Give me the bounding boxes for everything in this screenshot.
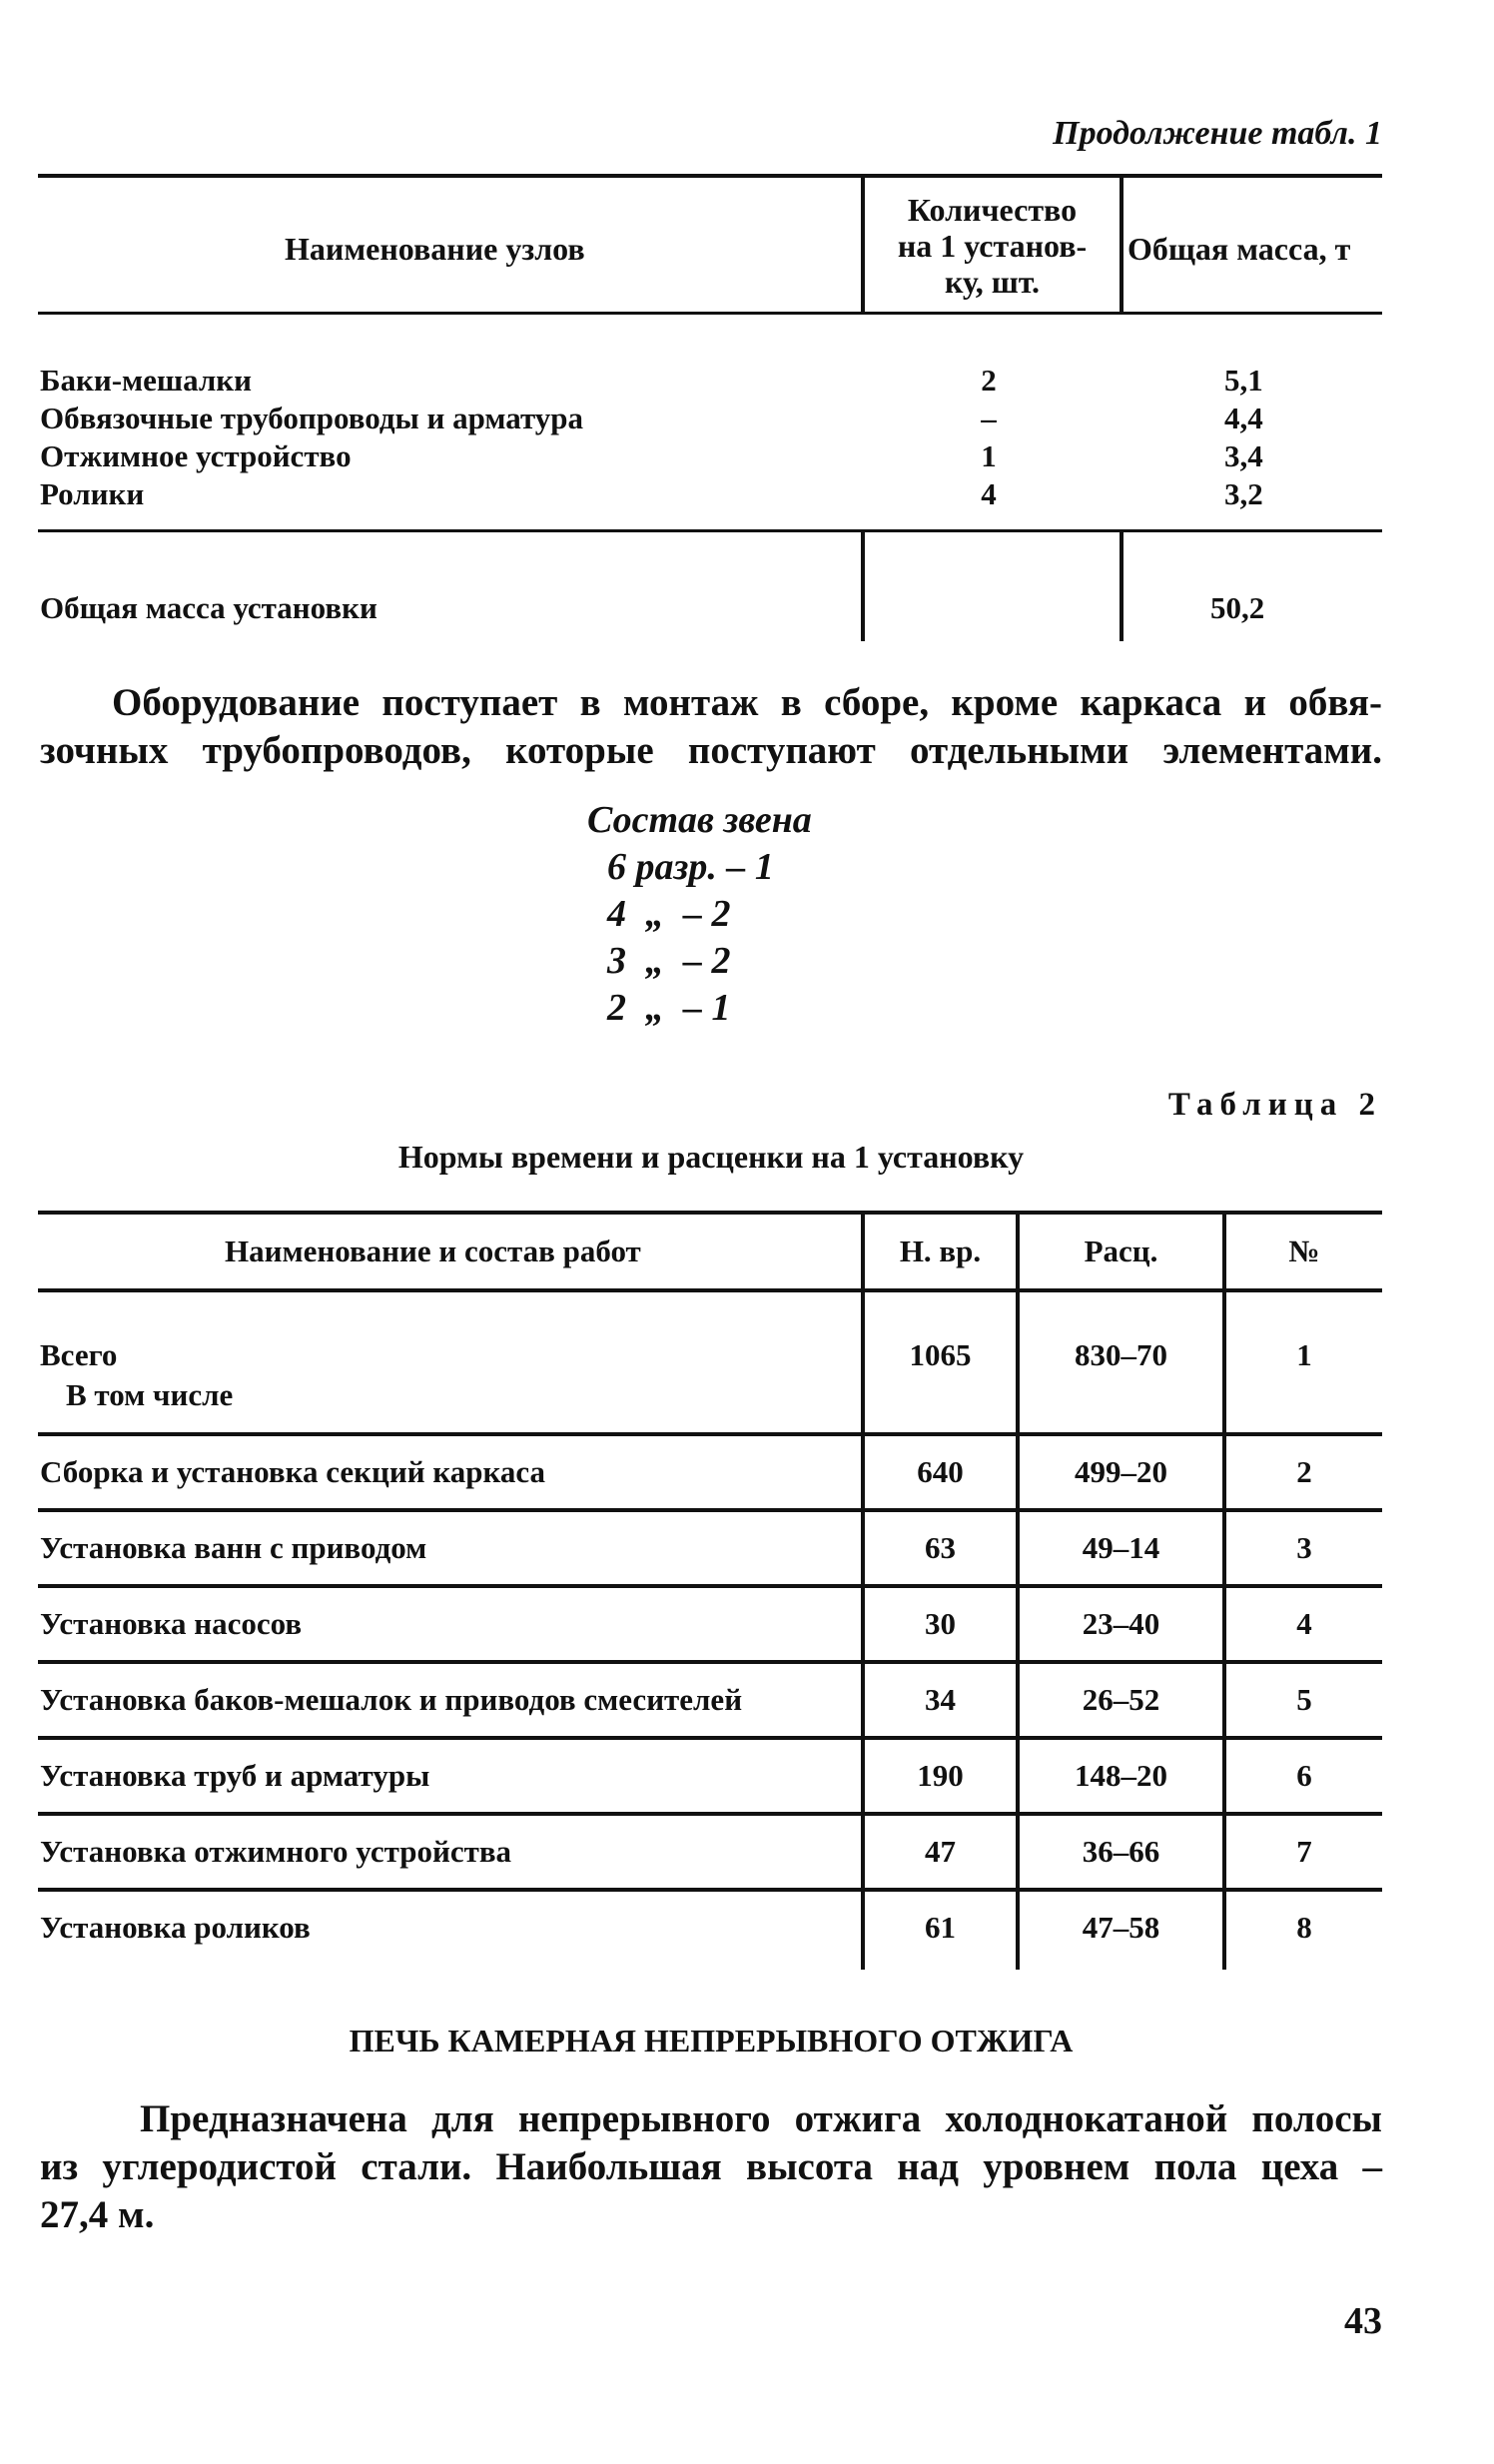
- table2-cell-rate: 148–20: [1075, 1758, 1167, 1793]
- table1-cell-qty: 1: [981, 438, 997, 473]
- table2-cell-num: 2: [1296, 1454, 1312, 1489]
- table2-cell-rate: 36–66: [1082, 1834, 1160, 1869]
- table2-header-num: №: [1288, 1233, 1320, 1268]
- page-number: 43: [1344, 2300, 1382, 2342]
- table1-header-mass: Общая масса, т: [1127, 231, 1351, 267]
- table2-cell-rate: 49–14: [1082, 1530, 1160, 1565]
- crew-line: 4 „ – 2: [607, 893, 731, 935]
- table2-cell-name: Установка баков-мешалок и приводов смесителей: [40, 1682, 743, 1717]
- paragraph-2-line: 27,4 м.: [40, 2193, 155, 2236]
- table2-cell-num: 5: [1296, 1682, 1312, 1717]
- table1-cell-qty: –: [981, 401, 997, 435]
- table2-cell-num: 3: [1296, 1530, 1312, 1565]
- table1-header-qty: [865, 192, 1120, 300]
- table1-mass-column: [1224, 362, 1324, 513]
- table2-cell-time: 1065: [909, 1337, 972, 1372]
- table1-cell-name: Отжимное устройство: [40, 438, 352, 473]
- table1-total-name: Общая масса установки: [40, 590, 377, 625]
- table1-header-qty-line: на 1 установ-: [897, 228, 1088, 264]
- table2-cell-rate: 26–52: [1082, 1682, 1160, 1717]
- crew-line: 3 „ – 2: [607, 940, 731, 982]
- table2-cell-num: 8: [1296, 1910, 1312, 1945]
- table2-cell-name: Установка труб и арматуры: [40, 1758, 430, 1793]
- table2-cell-rate: 499–20: [1075, 1454, 1167, 1489]
- crew-composition: [587, 797, 812, 1032]
- table2-cell-name: Установка насосов: [40, 1606, 303, 1641]
- table1-cell-name: Баки-мешалки: [40, 363, 252, 398]
- paragraph-1-line: зочных трубопроводов, которые поступают отдельными элементами.: [40, 729, 1382, 772]
- table2-cell-name: Установка ванн с приводом: [40, 1530, 427, 1565]
- table1-cell-mass: 5,1: [1224, 363, 1263, 398]
- paragraph-1: [40, 679, 1382, 775]
- table1-header-name: Наименование узлов: [285, 231, 585, 267]
- table2-cell-name: Установка отжимного устройства: [40, 1834, 512, 1869]
- table2-cell-time: 61: [925, 1910, 956, 1945]
- table2-label: Таблица 2: [1167, 1087, 1382, 1123]
- table2-cell-name: Всего: [40, 1337, 118, 1372]
- continuation-label: Продолжение табл. 1: [1053, 115, 1382, 152]
- table1-qty-column: [939, 362, 1039, 513]
- table1-header-qty-line: Количество: [907, 192, 1078, 228]
- table1-total-mass: 50,2: [1210, 590, 1265, 625]
- table2-cell-num: 1: [1296, 1337, 1312, 1372]
- crew-title: Состав звена: [587, 799, 812, 841]
- table2-cell-name: Установка роликов: [40, 1910, 311, 1945]
- section-heading: ПЕЧЬ КАМЕРНАЯ НЕПРЕРЫВНОГО ОТЖИГА: [349, 2023, 1074, 2058]
- table1-cell-name: Ролики: [40, 476, 145, 511]
- table2-cell-time: 34: [925, 1682, 956, 1717]
- table1-cell-mass: 3,4: [1224, 438, 1263, 473]
- table2-header-time: Н. вр.: [899, 1233, 982, 1268]
- paragraph-1-line: Оборудование поступает в монтаж в сборе, кроме каркаса и обвя-: [112, 681, 1382, 724]
- paragraph-2: [40, 2095, 1382, 2239]
- crew-line: 6 разр. – 1: [607, 846, 774, 888]
- table2-cell-time: 63: [925, 1530, 956, 1565]
- table2-cell-rate: 23–40: [1082, 1606, 1160, 1641]
- table2-cell-time: 190: [917, 1758, 964, 1793]
- table2-cell-num: 7: [1296, 1834, 1312, 1869]
- table2-cell-time: 640: [917, 1454, 964, 1489]
- table2-cell-sub: В том числе: [66, 1377, 234, 1412]
- table1-cell-name: Обвязочные трубопроводы и арматура: [40, 401, 584, 435]
- table1-cell-mass: 4,4: [1224, 401, 1263, 435]
- table2-cell-num: 6: [1296, 1758, 1312, 1793]
- table2-header-rate: Расц.: [1084, 1233, 1158, 1268]
- paragraph-2-line: из углеродистой стали. Наибольшая высота над уровнем пола цеха –: [40, 2145, 1382, 2188]
- table2-cell-time: 30: [925, 1606, 956, 1641]
- table2-header-name: Наименование и состав работ: [225, 1233, 641, 1268]
- crew-line: 2 „ – 1: [607, 987, 731, 1029]
- table2-cell-rate: 47–58: [1082, 1910, 1160, 1945]
- table2-cell-name: Сборка и установка секций каркаса: [40, 1454, 545, 1489]
- table2-cell-time: 47: [925, 1834, 956, 1869]
- paragraph-2-line: Предназначена для непрерывного отжига холоднокатаной полосы: [140, 2097, 1382, 2140]
- table2-cell-num: 4: [1296, 1606, 1312, 1641]
- table1-header-qty-line: ку, шт.: [944, 264, 1041, 300]
- table-row: [40, 362, 859, 513]
- table2-title: Нормы времени и расценки на 1 установку: [397, 1139, 1025, 1175]
- table1-cell-qty: 4: [981, 476, 997, 511]
- table1-cell-mass: 3,2: [1224, 476, 1263, 511]
- table1-cell-qty: 2: [981, 363, 997, 398]
- table2-cell-rate: 830–70: [1075, 1337, 1167, 1372]
